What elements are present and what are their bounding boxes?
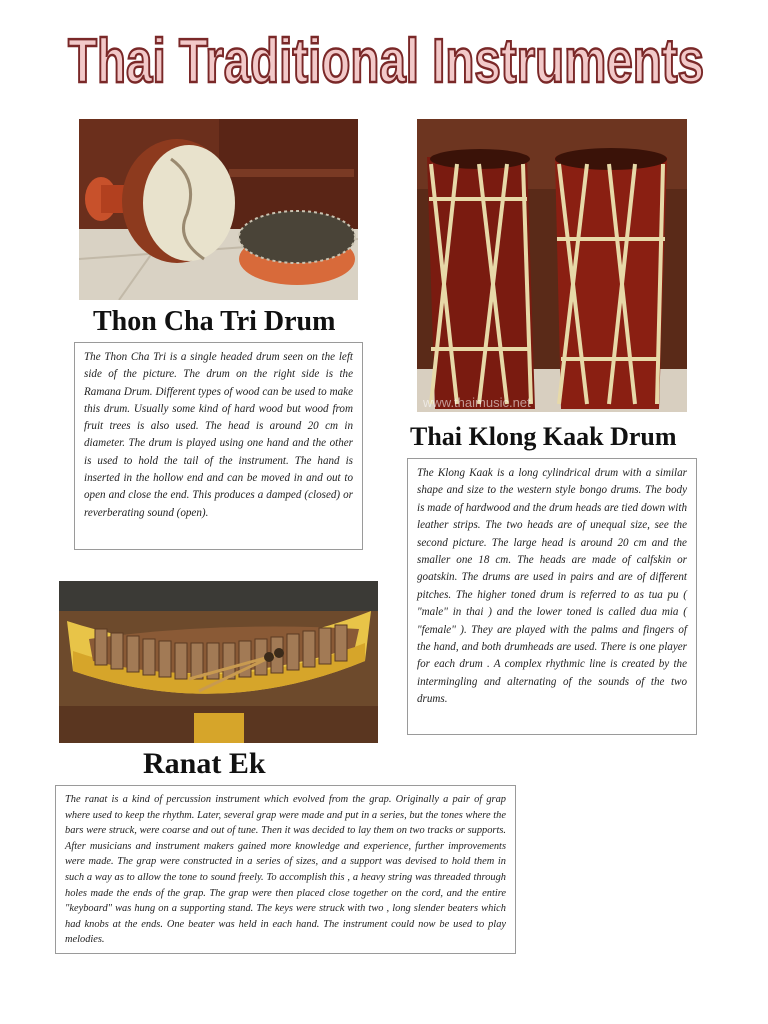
klong-kaak-drums-photo <box>417 119 687 412</box>
thon-cha-tri-drum-photo <box>79 119 358 300</box>
watermark-text: www.thaimusic.net <box>423 395 531 410</box>
ranat-ek-heading: Ranat Ek <box>143 747 266 780</box>
thon-cha-tri-description <box>74 342 363 550</box>
ranat-ek-text: The ranat is a kind of percussion instrument which evolved from the grap. Originally a pair of grap where used to keep the rhythm. Later, several grap were made and put in a series, but the tones where the bars were struck, were coarse and out of tune. Then it was decided to lay them on two tracks or supports. After musicians and instrument makers gained more knowledge and experience, further improvements were made. The grap were constructed in a series of sizes, and a support was devised to hold them in such a way as to allow the tone to sound freely. To accomplish this , a heavy string was threaded through holes made the ends of the grap. The grap were then placed close together on the cord, and the entire "keyboard" was hung on a supporting stand. The keys were struck with two , long slender beaters which had knobs at the ends. One beater was held in each hand. The instrument could now be used to play melodies. <box>65 794 506 946</box>
thon-cha-tri-text: The Thon Cha Tri is a single headed drum seen on the left side of the picture. The drum on the right side is the Ramana Drum. Different types of wood can be used to make this drum. Usually some kind of hard wood but wood from fruit trees is also used. The head is around 20 cm in diameter. The drum is played using one hand and the other is used to hold the tail of the instrument. The hand is inserted in the hollow end and can be moved in and out to open and close the end. This produces a damped (closed) or reverberating sound (open). <box>84 351 353 519</box>
klong-kaak-heading: Thai Klong Kaak Drum <box>410 422 677 451</box>
page-title-text: Thai Traditional Instruments <box>68 27 704 96</box>
klong-kaak-text: The Klong Kaak is a long cylindrical drum with a similar shape and size to the western style bongo drums. The body is made of hardwood and the drum heads are tied down with leather strips. The two heads are of unequal size, see the second picture. The large head is around 20 cm and the smaller one 18 cm. The heads are made of calfskin or goatskin. The drums are used in pairs and are of different pitches. The higher toned drum is referred to as tua pu ( "male" in thai ) and the lower toned is called dua mia ( "female" ). They are played with the palms and fingers of the hand, and both drumheads are used. There is one player for each drum . A complex rhythmic line is created by the intermingling and alternating of the sounds of the two drums. <box>417 467 687 706</box>
ranat-ek-xylophone-photo <box>59 581 378 743</box>
ranat-ek-description <box>55 785 516 954</box>
klong-kaak-description <box>407 458 697 735</box>
page-title <box>62 22 710 102</box>
thon-cha-tri-heading: Thon Cha Tri Drum <box>93 306 336 337</box>
